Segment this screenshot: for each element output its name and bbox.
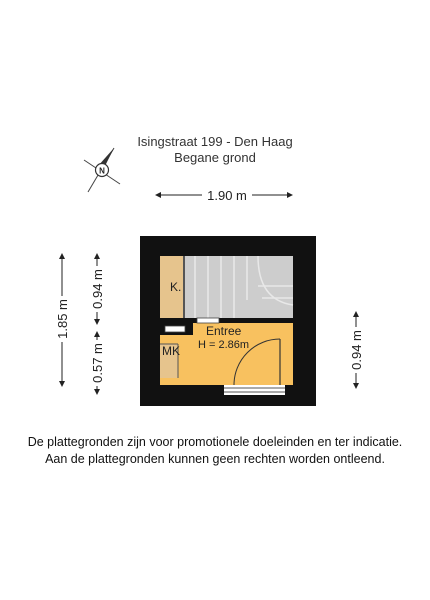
staircase [183, 256, 293, 318]
meter-cupboard-label: MK [162, 344, 180, 358]
hall-height-label: H = 2.86m [198, 339, 250, 351]
plan-floor-name: Begane grond [174, 150, 256, 165]
disclaimer-line-1: De plattegronden zijn voor promotionele doeleinden en ter indicatie. [27, 435, 403, 449]
shelf-left [165, 326, 185, 332]
dimension-left-upper: 0.94 m [90, 269, 105, 309]
hall-label: Entree [206, 324, 242, 338]
compass-north-icon [84, 148, 120, 192]
closet-label: K. [170, 280, 182, 294]
dimension-right-lower: 0.94 m [349, 330, 364, 370]
dimension-left-total: 1.85 m [55, 299, 70, 339]
front-door-opening [224, 385, 285, 395]
dimension-left-lower: 0.57 m [90, 343, 105, 383]
plan-address: Isingstraat 199 - Den Haag [137, 134, 293, 149]
compass-north-label: N [99, 166, 105, 176]
dimension-top-width: 1.90 m [207, 188, 247, 203]
disclaimer-line-2: Aan de plattegronden kunnen geen rechten worden ontleend. [45, 452, 385, 466]
shelf-center [197, 318, 219, 323]
